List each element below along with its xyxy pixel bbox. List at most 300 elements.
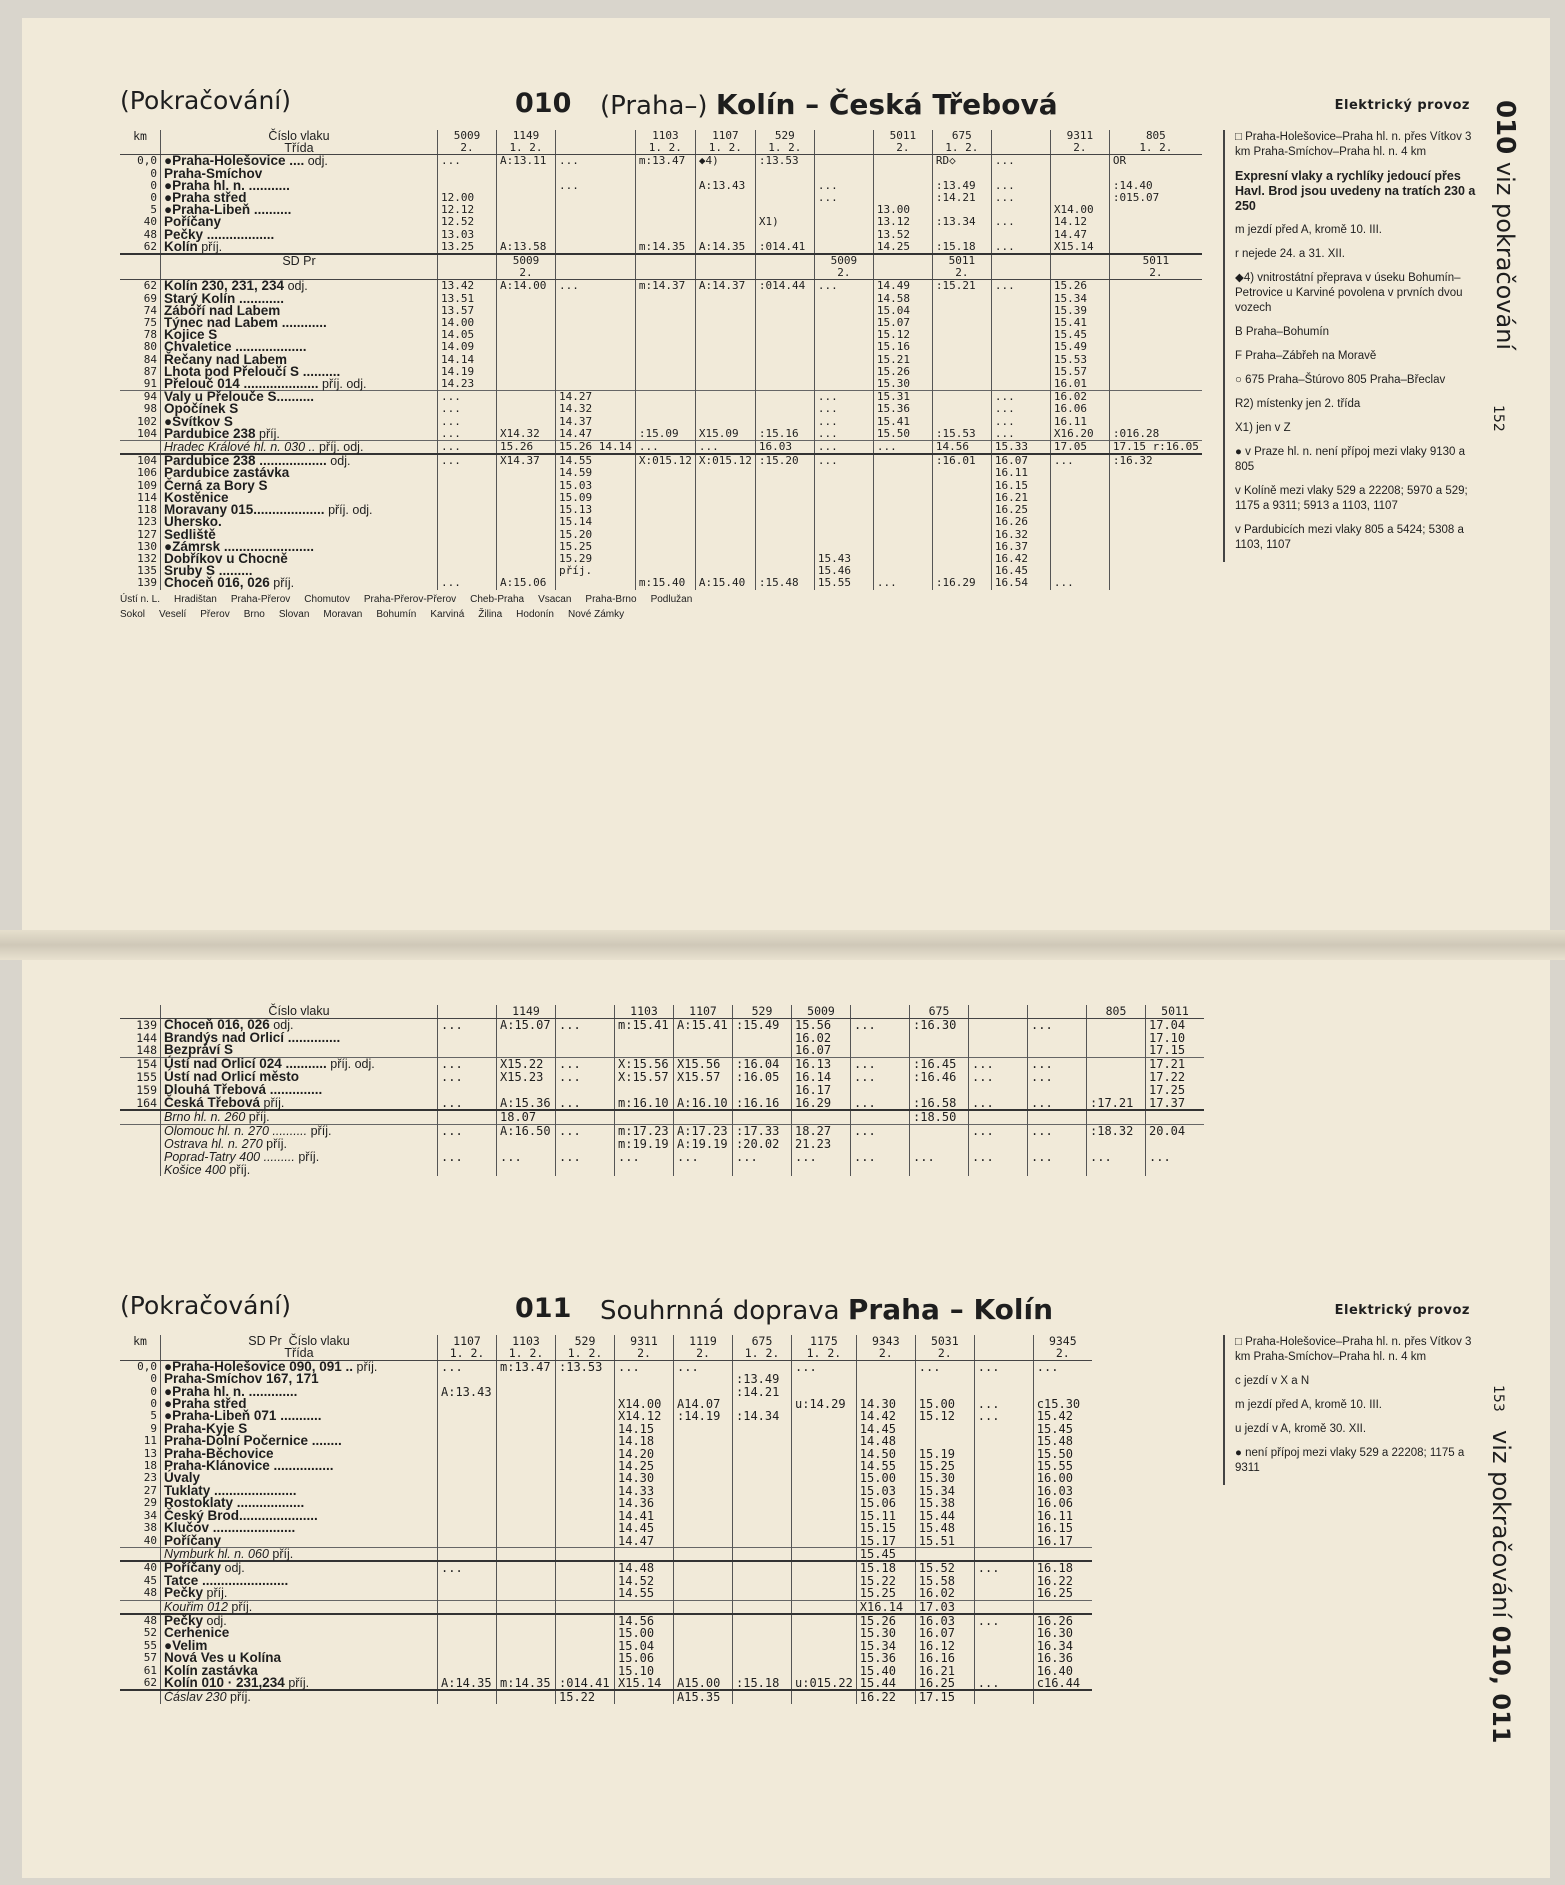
time-cell: 16.30 [1033, 1627, 1092, 1639]
time-cell [497, 1423, 556, 1435]
time-cell: 16.15 [991, 480, 1050, 492]
time-cell [1087, 1018, 1146, 1031]
time-cell [556, 1652, 615, 1664]
time-cell: 16.21 [991, 492, 1050, 504]
time-cell [615, 1032, 674, 1045]
time-cell [1109, 280, 1202, 293]
time-cell [438, 1044, 497, 1057]
train-number-label [161, 1335, 438, 1360]
time-cell: 15.49 [1050, 341, 1109, 353]
station-label: Pečky [164, 1612, 204, 1628]
time-cell [1028, 1164, 1087, 1177]
time-cell [556, 1535, 615, 1548]
time-cell [497, 378, 556, 391]
time-cell: 15.30 [915, 1472, 974, 1484]
time-cell [695, 192, 755, 204]
station-label: Dlouhá Třebová .............. [164, 1081, 323, 1097]
timetable-grid [120, 1335, 1092, 1704]
time-cell [1109, 204, 1202, 216]
time-cell: X15.14 [1050, 241, 1109, 254]
station-name [161, 1164, 438, 1177]
timetable-010 [120, 80, 1480, 620]
time-cell: 15.12 [873, 329, 932, 341]
station-label: Týnec nad Labem ............ [164, 315, 327, 331]
time-cell: 15.48 [915, 1522, 974, 1534]
time-cell: 15.29 [556, 553, 636, 565]
arr-dep-mark: příj. odj. [328, 503, 373, 518]
time-cell [695, 467, 755, 479]
station-row [120, 1125, 1204, 1138]
time-cell [755, 366, 814, 378]
time-cell [1087, 1110, 1146, 1124]
time-cell: 14.37 [556, 416, 636, 428]
station-row [120, 1032, 1204, 1045]
time-cell [932, 529, 991, 541]
train-name: Karviná [430, 608, 465, 620]
station-name [161, 577, 438, 589]
time-cell [674, 1614, 733, 1627]
time-cell [497, 1614, 556, 1627]
time-cell [792, 1164, 851, 1177]
time-cell [915, 1423, 974, 1435]
time-cell: 15.46 [814, 565, 873, 577]
time-cell [497, 1472, 556, 1484]
time-cell: m:15.40 [635, 577, 695, 589]
km-value: 29 [143, 1496, 157, 1510]
arr-dep-mark: příj. [266, 1136, 287, 1151]
time-cell [695, 516, 755, 528]
station-label: Ústí nad Orlicí 024 ........... [164, 1056, 327, 1072]
time-cell [932, 366, 991, 378]
time-cell [615, 1547, 674, 1561]
time-cell [814, 293, 873, 305]
time-cell [497, 1164, 556, 1177]
station-label: Záboří nad Labem [164, 302, 281, 318]
footnotes [1223, 130, 1480, 562]
time-cell: ... [438, 577, 497, 589]
station-name [161, 441, 438, 455]
time-cell: 15.41 [873, 416, 932, 428]
time-cell [1028, 1044, 1087, 1057]
route-title: Souhrnná doprava Praha – Kolín [600, 1293, 1054, 1326]
time-cell [733, 1044, 792, 1057]
time-cell [932, 354, 991, 366]
time-cell [497, 168, 556, 180]
time-cell [438, 1448, 497, 1460]
train-name: Praha-Přerov [230, 593, 291, 605]
time-cell [733, 1510, 792, 1522]
time-cell: 15.16 [873, 341, 932, 353]
time-cell [1028, 1138, 1087, 1151]
table-number: 011 [515, 1293, 572, 1324]
time-cell [1028, 1110, 1087, 1124]
time-cell: příj. [556, 565, 636, 577]
time-cell: ... [873, 577, 932, 589]
time-cell: 15.13 [556, 504, 636, 516]
km-value: 0,0 [120, 1360, 161, 1373]
time-cell [497, 1600, 556, 1614]
time-cell [733, 1472, 792, 1484]
time-cell [873, 516, 932, 528]
time-cell [556, 305, 636, 317]
timetable-grid [120, 130, 1202, 590]
time-cell [497, 354, 556, 366]
km-value: 91 [143, 377, 157, 391]
time-cell: ... [1028, 1018, 1087, 1031]
time-cell: 14.47 [1050, 229, 1109, 241]
time-cell: 15.21 [873, 354, 932, 366]
train-number: 1103 1. 2. [635, 130, 695, 155]
time-cell [755, 529, 814, 541]
footnotes [1223, 1335, 1480, 1485]
train-number [438, 1005, 497, 1018]
time-cell [1033, 1373, 1092, 1385]
station-row [120, 1677, 1092, 1690]
time-cell: 14.14 [438, 354, 497, 366]
km-value: 9 [150, 1421, 157, 1435]
time-cell [974, 1652, 1033, 1664]
km-value: 48 [120, 1614, 161, 1627]
time-cell: 14.20 [615, 1448, 674, 1460]
time-cell [695, 541, 755, 553]
time-cell: ... [873, 441, 932, 455]
time-cell [556, 1497, 615, 1509]
train-name: Brno [243, 608, 265, 620]
time-cell: ... [814, 180, 873, 192]
station-row [120, 1690, 1092, 1703]
time-cell: :014.41 [556, 1677, 615, 1690]
time-cell [1109, 504, 1202, 516]
arr-dep-mark: příj. [259, 426, 280, 441]
time-cell: 14.12 [1050, 216, 1109, 228]
time-cell [556, 1575, 615, 1587]
time-cell: 18.07 [497, 1110, 556, 1124]
time-cell [1087, 1044, 1146, 1057]
footnote: F Praha–Zábřeh na Moravě [1235, 350, 1377, 362]
time-cell [497, 1587, 556, 1600]
time-cell [1109, 366, 1202, 378]
time-cell: 18.27 [792, 1125, 851, 1138]
time-cell: 16.25 [1033, 1587, 1092, 1600]
time-cell: 15.51 [915, 1535, 974, 1548]
time-cell [755, 403, 814, 415]
time-cell [556, 1627, 615, 1639]
time-cell [991, 366, 1050, 378]
time-cell [556, 192, 636, 204]
time-cell: A:13.58 [497, 241, 556, 254]
time-cell [1109, 565, 1202, 577]
arr-dep-mark: příj. [230, 1690, 251, 1705]
time-cell [695, 492, 755, 504]
station-label: Kolín 230, 231, 234 [164, 278, 285, 294]
station-row [120, 1652, 1092, 1664]
arr-dep-mark: odj. [287, 279, 308, 294]
time-cell [695, 480, 755, 492]
station-row [120, 1110, 1204, 1124]
time-cell: A14.07 [674, 1398, 733, 1410]
time-cell [851, 1110, 910, 1124]
time-cell [974, 1627, 1033, 1639]
time-cell [438, 1497, 497, 1509]
time-cell [733, 1435, 792, 1447]
arr-dep-mark: příj. [272, 1546, 294, 1561]
time-cell [438, 467, 497, 479]
station-label: Moravany 015................... [164, 502, 325, 518]
time-cell: X15.23 [497, 1071, 556, 1084]
time-cell [814, 504, 873, 516]
km-value: 106 [137, 466, 157, 480]
time-cell [873, 553, 932, 565]
time-cell: m:14.37 [635, 280, 695, 293]
station-row [120, 441, 1202, 455]
time-cell: :16.04 [733, 1058, 792, 1071]
time-cell [556, 378, 636, 391]
time-cell [814, 529, 873, 541]
time-cell [695, 553, 755, 565]
time-cell: 14.15 [615, 1423, 674, 1435]
time-cell: ... [991, 180, 1050, 192]
train-name-labels [120, 594, 720, 620]
time-cell: :20.02 [733, 1138, 792, 1151]
time-cell [792, 1600, 857, 1614]
time-cell [438, 492, 497, 504]
time-cell [497, 229, 556, 241]
arr-dep-mark: příj. [231, 1599, 253, 1614]
time-cell: 16.45 [991, 565, 1050, 577]
time-cell: ... [615, 1360, 674, 1373]
time-cell [556, 1435, 615, 1447]
time-cell [497, 192, 556, 204]
station-name [161, 1110, 438, 1124]
time-cell: :016.28 [1109, 428, 1202, 441]
time-cell [556, 293, 636, 305]
time-cell [497, 1398, 556, 1410]
time-cell [1087, 1058, 1146, 1071]
km-value: 48 [143, 1586, 157, 1600]
arr-dep-mark: příj. [356, 1359, 378, 1374]
station-label: Ostrava hl. n. 270 [164, 1136, 263, 1151]
time-cell: A15.35 [674, 1690, 733, 1703]
time-cell [969, 1138, 1028, 1151]
time-cell: A:13.43 [695, 180, 755, 192]
time-cell: X15.56 [674, 1058, 733, 1071]
station-label: Kojice S [164, 327, 218, 343]
time-cell [1087, 1032, 1146, 1045]
time-cell [556, 1614, 615, 1627]
time-cell: 15.03 [856, 1485, 915, 1497]
time-cell [755, 180, 814, 192]
km-value: 123 [137, 515, 157, 529]
time-cell: ... [974, 1677, 1033, 1690]
time-cell: ... [556, 180, 636, 192]
station-label: Praha-Dolní Počernice ........ [164, 1433, 342, 1449]
time-cell [695, 229, 755, 241]
time-cell: 15.25 [856, 1587, 915, 1600]
station-label: Bezpráví S [164, 1042, 234, 1058]
time-cell: X15.22 [497, 1058, 556, 1071]
time-cell: :15.18 [733, 1677, 792, 1690]
arr-dep-mark: příj. odj. [318, 440, 364, 455]
time-cell: 16.34 [1033, 1640, 1092, 1652]
time-cell: m:13.47 [497, 1360, 556, 1373]
train-number: 5031 2. [915, 1335, 974, 1360]
km-value: 74 [143, 303, 157, 317]
km-value: 135 [137, 564, 157, 578]
time-cell: ... [974, 1360, 1033, 1373]
time-cell [873, 168, 932, 180]
time-cell: :17.21 [1087, 1097, 1146, 1111]
time-cell: ... [974, 1398, 1033, 1410]
time-cell: 15.41 [1050, 317, 1109, 329]
table-header [120, 1285, 1480, 1335]
time-cell [932, 317, 991, 329]
time-cell [1050, 168, 1109, 180]
station-row [120, 480, 1202, 492]
station-name [161, 425, 438, 441]
time-cell [1109, 492, 1202, 504]
time-cell: 15.34 [915, 1485, 974, 1497]
station-row [120, 553, 1202, 565]
station-label: ●Praha hl. n. ............. [164, 1383, 298, 1399]
time-cell: 15.04 [873, 305, 932, 317]
time-cell: m:19.19 [615, 1138, 674, 1151]
time-cell: 14.55 [615, 1587, 674, 1600]
train-number: 5009 [792, 1005, 851, 1018]
time-cell: :14.19 [674, 1410, 733, 1422]
time-cell: ... [438, 155, 497, 168]
time-cell [814, 480, 873, 492]
station-label: Tatce ....................... [164, 1572, 289, 1588]
time-cell [635, 293, 695, 305]
time-cell [438, 1138, 497, 1151]
time-cell [556, 1044, 615, 1057]
time-cell: 15.30 [873, 378, 932, 391]
time-cell [695, 168, 755, 180]
time-cell [733, 1164, 792, 1177]
time-cell: ... [438, 1360, 497, 1373]
km-value: 0 [150, 1397, 157, 1411]
station-row [120, 403, 1202, 415]
time-cell [733, 1460, 792, 1472]
station-name [161, 1600, 438, 1614]
station-label: ●Svítkov S [164, 413, 233, 429]
km-value: 148 [136, 1043, 157, 1058]
time-cell [497, 1690, 556, 1703]
time-cell: ... [974, 1561, 1033, 1574]
km-value: 38 [143, 1521, 157, 1535]
time-cell: X16.14 [856, 1600, 915, 1614]
station-label: Kolín zastávka [164, 1662, 258, 1678]
km-value: 0,0 [120, 155, 161, 168]
station-label: Uhersko. [164, 514, 222, 530]
time-cell: 15.20 [556, 529, 636, 541]
km-value: 144 [136, 1030, 157, 1045]
time-cell: ... [556, 1018, 615, 1031]
time-cell: ... [991, 428, 1050, 441]
time-cell: 17.04 [1146, 1018, 1205, 1031]
time-cell [674, 1460, 733, 1472]
footnote: □ Praha-Holešovice–Praha hl. n. přes Vítkov 3 km Praha-Smíchov–Praha hl. n. 4 km [1235, 1336, 1472, 1363]
time-cell [497, 216, 556, 228]
time-cell [1109, 341, 1202, 353]
time-cell [438, 1652, 497, 1664]
train-number-row [120, 1335, 1092, 1360]
time-cell [755, 378, 814, 391]
page-number: 152 [1490, 405, 1506, 432]
km-value: 139 [137, 576, 157, 590]
time-cell: u:015.22 [792, 1677, 857, 1690]
time-cell: m:14.35 [497, 1677, 556, 1690]
time-cell [438, 1032, 497, 1045]
time-cell [932, 229, 991, 241]
time-cell: 14.19 [438, 366, 497, 378]
time-cell [851, 1044, 910, 1057]
station-label: Hradec Králové hl. n. 030 .. [164, 440, 316, 455]
time-cell: ... [733, 1151, 792, 1164]
station-name [161, 1547, 438, 1561]
time-cell: ... [1050, 454, 1109, 467]
time-cell [1109, 305, 1202, 317]
station-row [120, 516, 1202, 528]
arr-dep-mark: odj. [307, 154, 328, 169]
time-cell: ... [438, 1097, 497, 1111]
footnote: ● není přípoj mezi vlaky 529 a 22208; 1175 a 9311 [1235, 1447, 1465, 1474]
time-cell [695, 293, 755, 305]
time-cell [1109, 480, 1202, 492]
station-label: Olomouc hl. n. 270 .......... [164, 1124, 308, 1139]
time-cell [910, 1164, 969, 1177]
time-cell: ... [991, 216, 1050, 228]
time-cell: 15.50 [1033, 1448, 1092, 1460]
time-cell: A15.00 [674, 1677, 733, 1690]
time-cell: 16.22 [856, 1690, 915, 1703]
time-cell: ... [1028, 1125, 1087, 1138]
footnote: ◆4) vnitrostátní přeprava v úseku Bohumín–Petrovice u Karviné povolena v prvních dvou vozech [1235, 272, 1463, 314]
time-cell [556, 1386, 615, 1398]
km-value: 75 [143, 316, 157, 330]
time-cell [733, 1110, 792, 1124]
time-cell [991, 341, 1050, 353]
time-cell [873, 529, 932, 541]
time-cell [974, 1587, 1033, 1600]
time-cell [438, 1614, 497, 1627]
time-cell [695, 366, 755, 378]
time-cell: ... [438, 1071, 497, 1084]
km-value: 154 [120, 1058, 161, 1071]
time-cell [556, 1587, 615, 1600]
time-cell: ... [438, 403, 497, 415]
time-cell [733, 1522, 792, 1534]
time-cell: ... [1028, 1097, 1087, 1111]
time-cell [556, 1164, 615, 1177]
time-cell [635, 317, 695, 329]
km-value [120, 441, 161, 455]
time-cell: :15.53 [932, 428, 991, 441]
continued-label: (Pokračování) [120, 86, 292, 115]
time-cell [974, 1690, 1033, 1703]
arr-dep-mark: odj. [330, 454, 351, 469]
time-cell [1146, 1164, 1205, 1177]
time-cell [755, 341, 814, 353]
time-cell: :15.49 [733, 1018, 792, 1031]
time-cell [1050, 155, 1109, 168]
time-cell [792, 1485, 857, 1497]
route-title: (Praha–) Kolín – Česká Třebová [600, 88, 1058, 121]
time-cell [635, 529, 695, 541]
station-label: Valy u Přelouče S.......... [164, 389, 315, 405]
train-number: 5011 [1146, 1005, 1205, 1018]
time-cell: 14.55 [856, 1460, 915, 1472]
